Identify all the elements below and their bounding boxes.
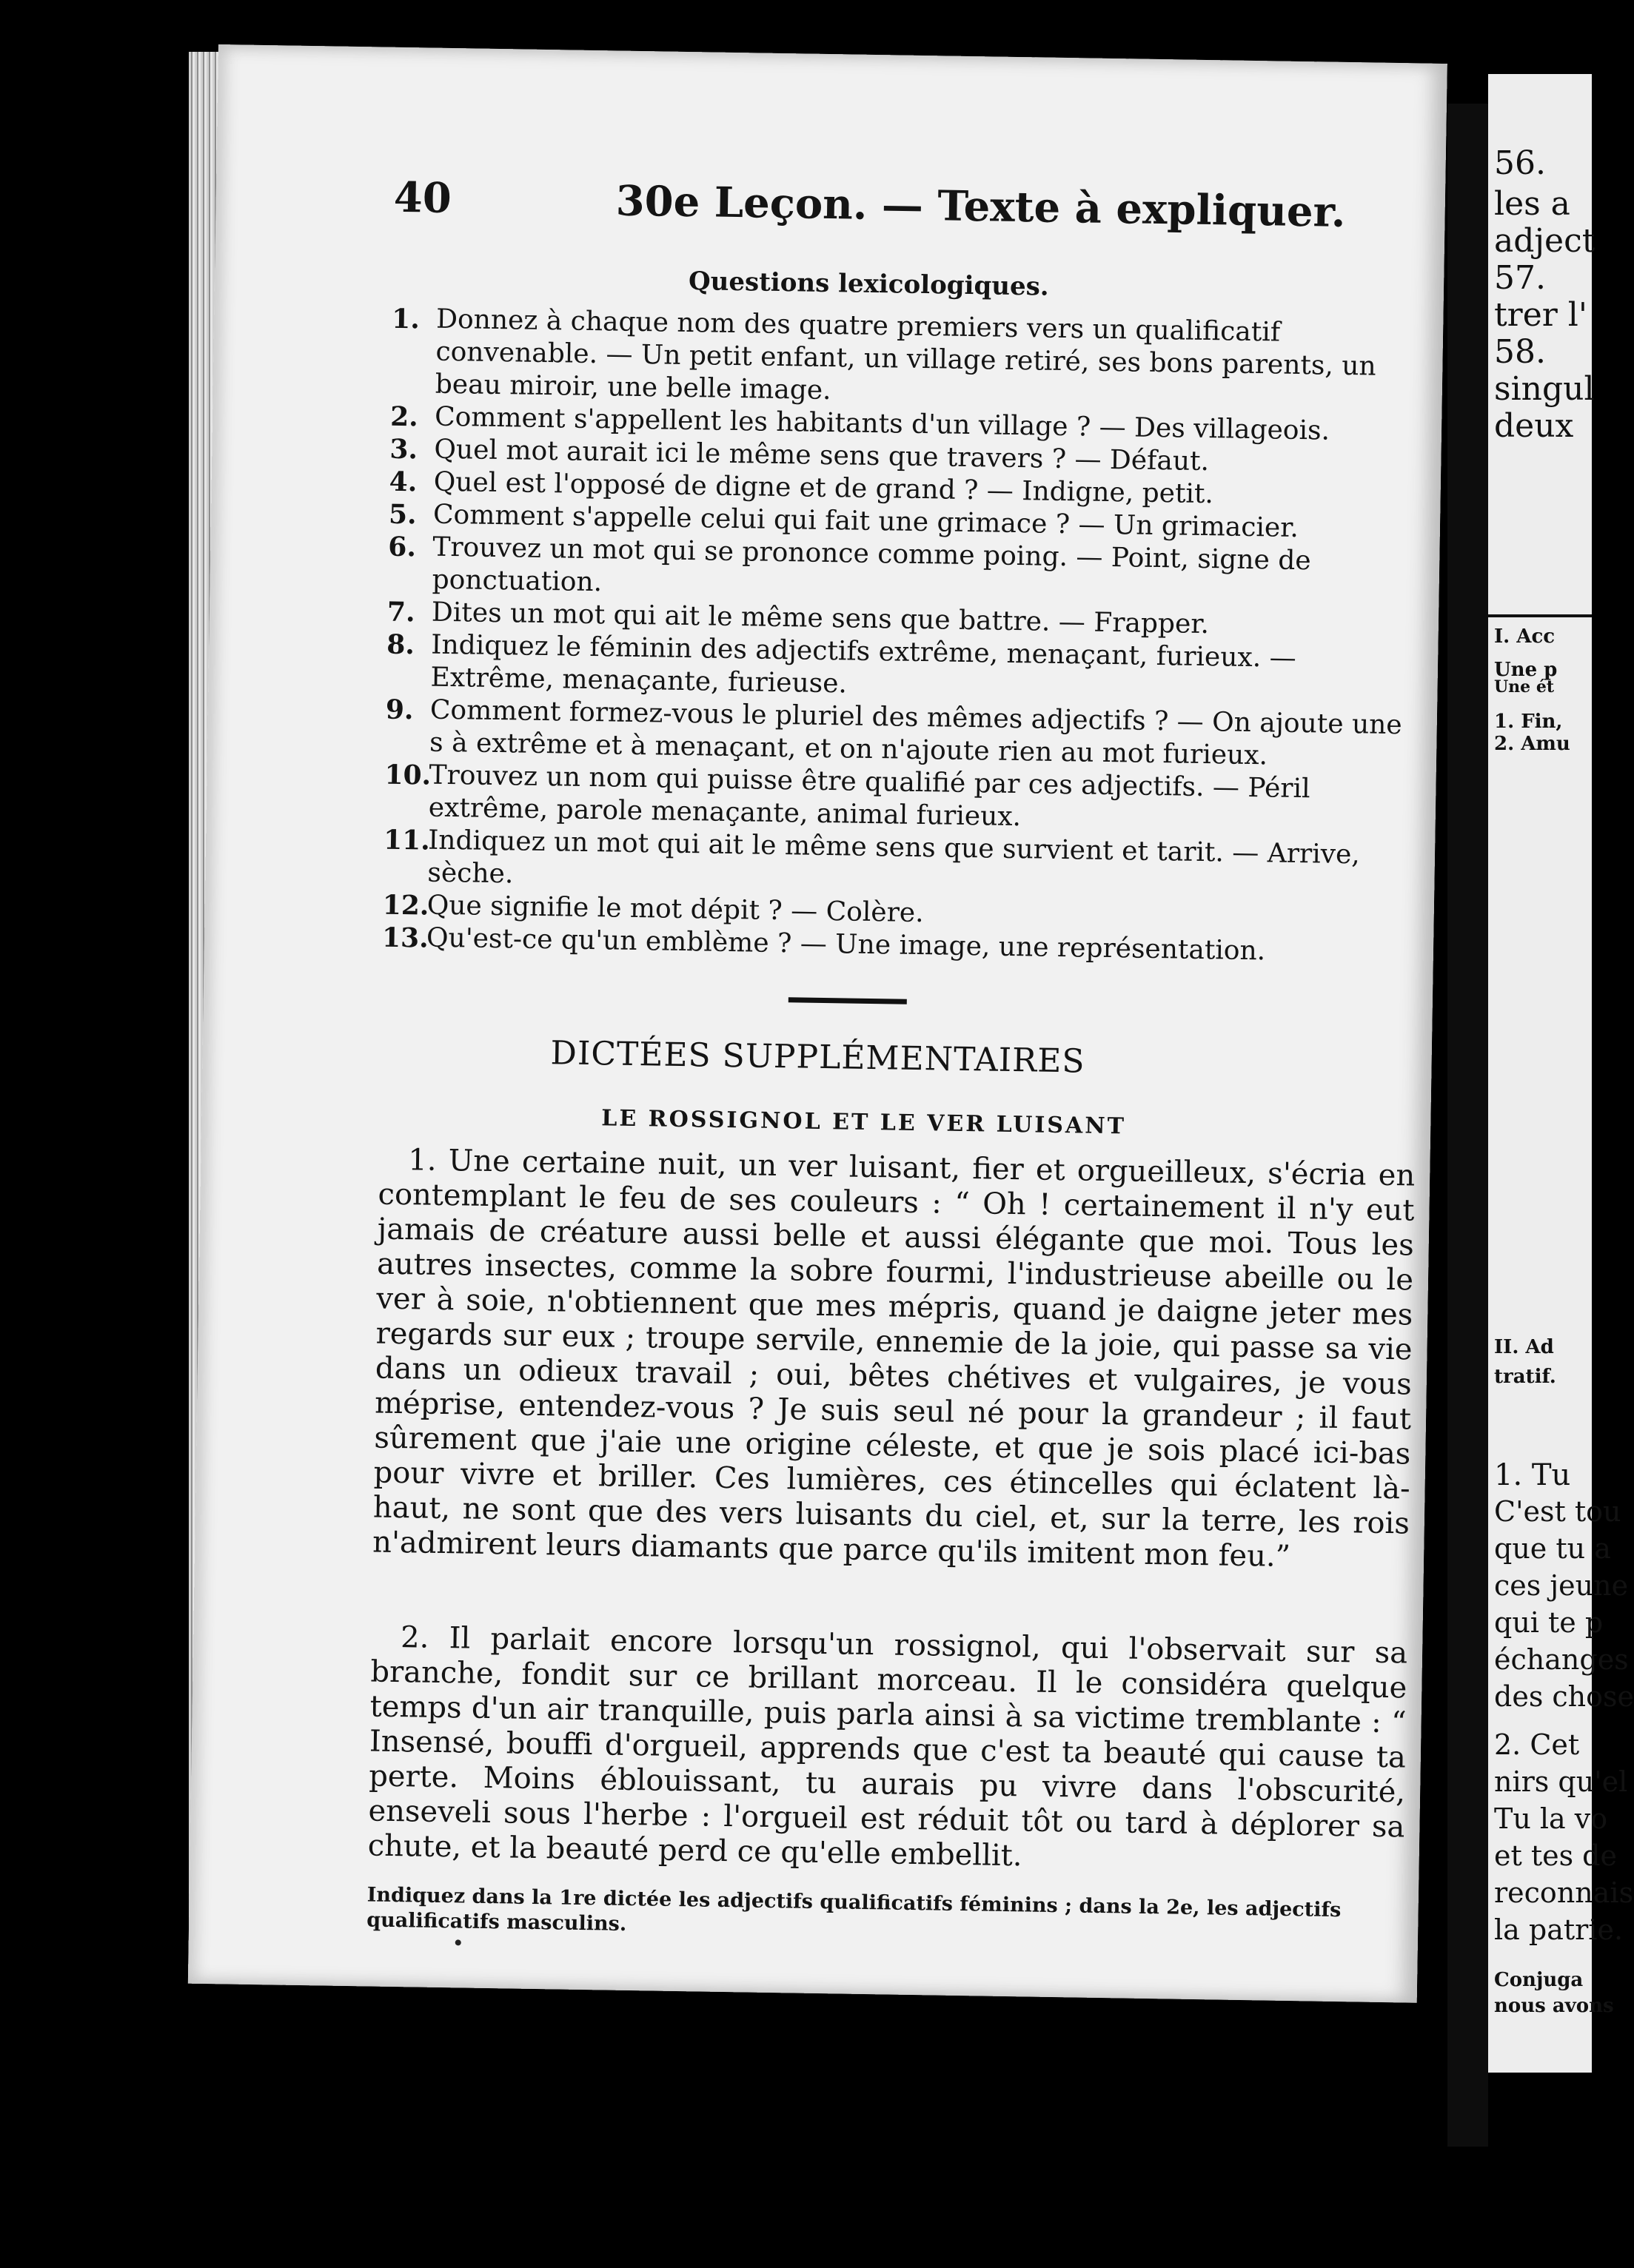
facing-page-text: ces jeune: [1494, 1569, 1629, 1602]
question-number: 3.: [389, 433, 418, 466]
questions-title: Questions lexicologiques.: [688, 266, 1049, 302]
question-number: 1.: [391, 303, 421, 335]
facing-page-text: que tu a: [1494, 1532, 1611, 1565]
question-number: 5.: [388, 498, 417, 531]
dictation-paragraph-1: 1. Une certaine nuit, un ver luisant, fier et orgueilleux, s'écria en contemplant le feu de ses couleurs : “ Oh ! certainement il n'y eut jamais de créature aussi belle et aussi élégante que moi. Tous les autres insectes, comme la sobre fourmi, l'industrieuse abeille ou le ver à soie, n'obtiennent que mes mépris, quand je daigne jeter mes regards sur eux ; troupe servile, ennemie de la joie, qui passe sa vie dans un odieux travail ; oui, bêtes chétives et vulgaires, je vous méprise, entendez-vous ? Je suis seul né pour la grandeur ; il faut sûrement que j'aie une origine céleste, et que je sois placé ici-bas pour vivre et briller. Ces lumières, ces étincelles qui éclatent là-haut, ne sont que des vers luisants du ciel, et, sur la terre, les rois n'admirent leurs diamants que parce qu'ils imitent mon feu.”: [372, 1143, 1416, 1574]
question-number: 9.: [385, 694, 414, 726]
facing-page-text: 1. Fin,: [1494, 711, 1563, 733]
facing-page-text: Une p: [1494, 659, 1558, 681]
facing-page-text: II. Ad: [1494, 1336, 1554, 1358]
facing-page-text: singul: [1494, 370, 1595, 408]
question-text: Donnez à chaque nom des quatre premiers vers un qualificatif convenable. — Un petit enfant, un village retiré, ses bons parents, un beau miroir, une belle image.: [435, 303, 1376, 406]
question-text: Trouvez un nom qui puisse être qualifié par ces adjectifs. — Péril extrême, parole menaçante, animal furieux.: [428, 759, 1310, 833]
question-text: Quel mot aurait ici le même sens que travers ? — Défaut.: [434, 434, 1210, 477]
page-number: 40: [393, 172, 452, 223]
question-text: Comment formez-vous le pluriel des mêmes adjectifs ? — On ajoute une s à extrême et à menaçant, et on n'ajoute rien au mot furieux.: [429, 694, 1402, 771]
section-title: DICTÉES SUPPLÉMENTAIRES: [550, 1034, 1085, 1081]
facing-page-text: adject: [1494, 222, 1596, 260]
dictation-paragraph-2: 2. Il parlait encore lorsqu'un rossignol, qui l'observait sur sa branche, fondit sur ce brillant morceau. Il le considéra quelque temps d'un air tranquille, puis parla ainsi à sa victime tremblante : “ Insensé, bouffi d'orgueil, apprends que c'est ta beauté qui cause ta perte. Moins éblouissant, tu aurais pu vivre dans l'obscurité, enseveli sous l'herbe : l'orgueil est réduit tôt ou tard à déplorer sa chute, et la beauté perd ce qu'elle embellit.: [367, 1620, 1408, 1873]
facing-page-text: I. Acc: [1494, 625, 1556, 648]
facing-page-text: 58.: [1494, 333, 1546, 371]
facing-page-text: 2. Cet: [1494, 1728, 1580, 1761]
facing-page-text: qui te p: [1494, 1606, 1604, 1639]
section-divider: [788, 997, 907, 1004]
facing-page-text: les a: [1494, 185, 1570, 223]
ink-speck: [455, 1939, 461, 1945]
lesson-title: 30e Leçon. — Texte à expliquer.: [615, 176, 1346, 237]
question-text: Qu'est-ce qu'un emblème ? — Une image, une représentation.: [426, 922, 1266, 967]
facing-page-text: la patrie.: [1494, 1913, 1624, 1946]
book-spine-gap: [1447, 104, 1488, 2147]
facing-page-text: tratif.: [1494, 1366, 1556, 1388]
facing-page-text: nous avons: [1494, 1995, 1614, 2017]
question-number: 6.: [388, 531, 417, 563]
facing-page-text: 1. Tu: [1494, 1458, 1571, 1492]
facing-page-rule: [1488, 614, 1592, 617]
question-item: [390, 303, 1428, 417]
questions-list: [382, 303, 1429, 970]
facing-page-text: C'est tou: [1494, 1495, 1621, 1528]
facing-page-text: et tes de: [1494, 1839, 1617, 1872]
facing-page-text: trer l': [1494, 296, 1587, 334]
section-subtitle: LE ROSSIGNOL ET LE VER LUISANT: [601, 1105, 1127, 1140]
question-text: Indiquez le féminin des adjectifs extrême, menaçant, furieux. — Extrême, menaçante, furieuse.: [430, 629, 1296, 699]
facing-page-text: Tu la vo: [1494, 1802, 1608, 1835]
footnote: Indiquez dans la 1re dictée les adjectifs qualificatifs féminins ; dans la 2e, les adjectifs qualificatifs masculins.: [366, 1883, 1342, 1936]
book-page: [188, 44, 1447, 2003]
question-text: Dites un mot qui ait le même sens que battre. — Frapper.: [431, 597, 1210, 640]
facing-page-text: Conjuga: [1494, 1969, 1584, 1991]
facing-page-text: nirs qu'el: [1494, 1765, 1628, 1798]
question-text: Quel est l'opposé de digne et de grand ? — Indigne, petit.: [433, 466, 1214, 510]
facing-page-fragment: [1488, 74, 1634, 2073]
question-number: 11.: [383, 824, 431, 856]
question-number: 8.: [386, 628, 415, 661]
facing-page-text: Une ét: [1494, 677, 1554, 697]
facing-page-text: deux: [1494, 407, 1574, 445]
question-text: Que signifie le mot dépit ? — Colère.: [426, 890, 924, 929]
facing-page-text: 57.: [1494, 259, 1546, 297]
question-number: 10.: [384, 759, 432, 791]
facing-page-text: des chose: [1494, 1680, 1634, 1713]
page-header: [393, 172, 1416, 237]
question-number: 13.: [381, 922, 429, 954]
facing-page-text: 2. Amu: [1494, 733, 1570, 755]
question-text: Comment s'appellent les habitants d'un village ? — Des villageois.: [434, 401, 1330, 446]
question-number: 7.: [386, 596, 415, 628]
question-number: 4.: [389, 466, 418, 498]
question-text: Trouvez un mot qui se prononce comme poing. — Point, signe de ponctuation.: [432, 531, 1311, 598]
facing-page-text: échanges: [1494, 1643, 1629, 1676]
facing-page-text: 56.: [1494, 144, 1546, 182]
question-number: 2.: [389, 400, 419, 433]
question-text: Comment s'appelle celui qui fait une grimace ? — Un grimacier.: [432, 499, 1299, 543]
question-number: 12.: [382, 889, 429, 922]
facing-page-text: reconnais: [1494, 1876, 1634, 1909]
question-text: Indiquez un mot qui ait le même sens que survient et tarit. — Arrive, sèche.: [427, 825, 1361, 890]
